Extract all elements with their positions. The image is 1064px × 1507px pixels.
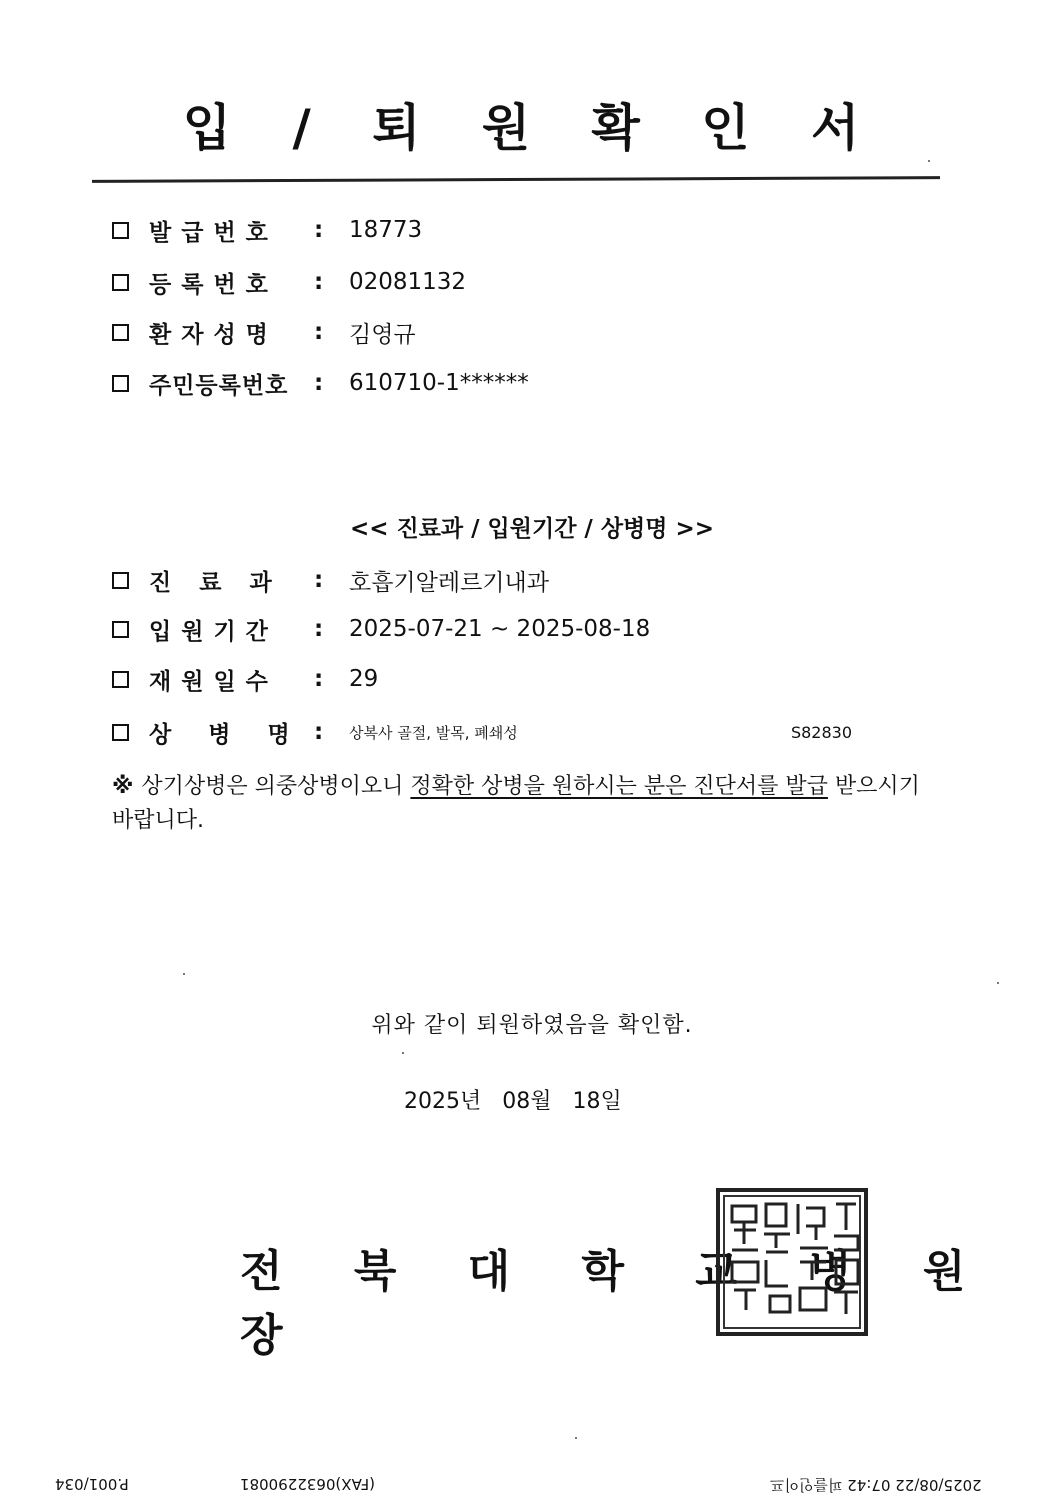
reference-mark: ※ xyxy=(112,774,134,799)
diagnosis-label: 상 병 명 xyxy=(149,721,291,748)
scan-speck xyxy=(183,973,185,975)
document-title: 입 / 퇴 원 확 인 서 xyxy=(182,99,882,157)
issue-date xyxy=(404,1084,622,1115)
date-day: 18일 xyxy=(572,1089,622,1114)
fax-page-number: P.001/034 xyxy=(55,1475,129,1493)
checkbox-icon xyxy=(112,724,129,741)
section-title: << 진료과 / 입원기간 / 상병명 >> xyxy=(349,516,715,542)
patient-name-label: 환 자 성 명 xyxy=(149,321,269,348)
issue-number-label: 발 급 번 호 xyxy=(149,219,269,246)
department-label: 진 료 과 xyxy=(149,569,273,596)
notice-text: ※ 상기상병은 의중상병이오니 정확한 상병을 원하시는 분은 진단서를 발급 받으시기 바랍니다. xyxy=(112,774,920,833)
registration-number-value: 02081132 xyxy=(349,269,467,295)
checkbox-icon xyxy=(112,572,129,589)
scan-speck xyxy=(575,1437,577,1439)
official-seal-image xyxy=(716,1188,868,1336)
confirmation-statement: 위와 같이 퇴원하였음을 확인함. xyxy=(371,1013,693,1038)
resident-number-label: 주민등록번호 xyxy=(149,372,289,399)
scan-speck xyxy=(928,160,930,162)
checkbox-icon xyxy=(112,274,129,291)
resident-number-value: 610710-1****** xyxy=(349,370,529,396)
diagnosis-row: 상 병 명 : 상복사 골절, 발목, 폐쇄성 S82830 xyxy=(112,715,852,749)
checkbox-icon xyxy=(112,671,129,688)
checkbox-icon xyxy=(112,324,129,341)
date-month: 08월 xyxy=(502,1089,552,1114)
checkbox-icon xyxy=(112,222,129,239)
admission-period-row: 입 원 기 간 : 2025-07-21 ~ 2025-08-18 xyxy=(112,612,650,646)
fax-timestamp: 2025/08/22 07:42 피를인이프 xyxy=(770,1476,982,1494)
notice-underlined: 정확한 상병을 원하시는 분은 진단서를 발급 xyxy=(410,774,828,799)
diagnosis-value: 상복사 골절, 발목, 폐쇄성 xyxy=(349,723,518,742)
stay-days-row: 재 원 일 수 : 29 xyxy=(112,662,378,696)
hospital-director-name: 전 북 대 학 교 병 원 장 xyxy=(240,1246,994,1361)
registration-number-row: 등 록 번 호 : 02081132 xyxy=(112,265,466,299)
fax-number: (FAX)0632290081 xyxy=(240,1475,375,1493)
issue-number-value: 18773 xyxy=(349,217,423,243)
stay-days-label: 재 원 일 수 xyxy=(149,668,269,695)
registration-number-label: 등 록 번 호 xyxy=(149,271,269,298)
admission-period-label: 입 원 기 간 xyxy=(149,618,269,645)
date-year: 2025년 xyxy=(404,1089,482,1114)
department-row: 진 료 과 : 호흡기알레르기내과 xyxy=(112,563,549,597)
patient-name-value: 김영규 xyxy=(349,321,416,348)
stay-days-value: 29 xyxy=(349,666,379,692)
seal-pattern-icon xyxy=(720,1192,864,1332)
department-value: 호흡기알레르기내과 xyxy=(349,569,549,596)
title-divider xyxy=(92,176,940,183)
issue-number-row: 발 급 번 호 : 18773 xyxy=(112,213,422,247)
diagnosis-code: S82830 xyxy=(790,722,852,742)
resident-number-row: 주민등록번호 : 610710-1****** xyxy=(112,366,529,400)
checkbox-icon xyxy=(112,375,129,392)
checkbox-icon xyxy=(112,621,129,638)
scan-speck xyxy=(402,1052,404,1054)
admission-period-value: 2025-07-21 ~ 2025-08-18 xyxy=(349,616,651,642)
scan-speck xyxy=(997,982,999,984)
patient-name-row: 환 자 성 명 : 김영규 xyxy=(112,315,416,349)
